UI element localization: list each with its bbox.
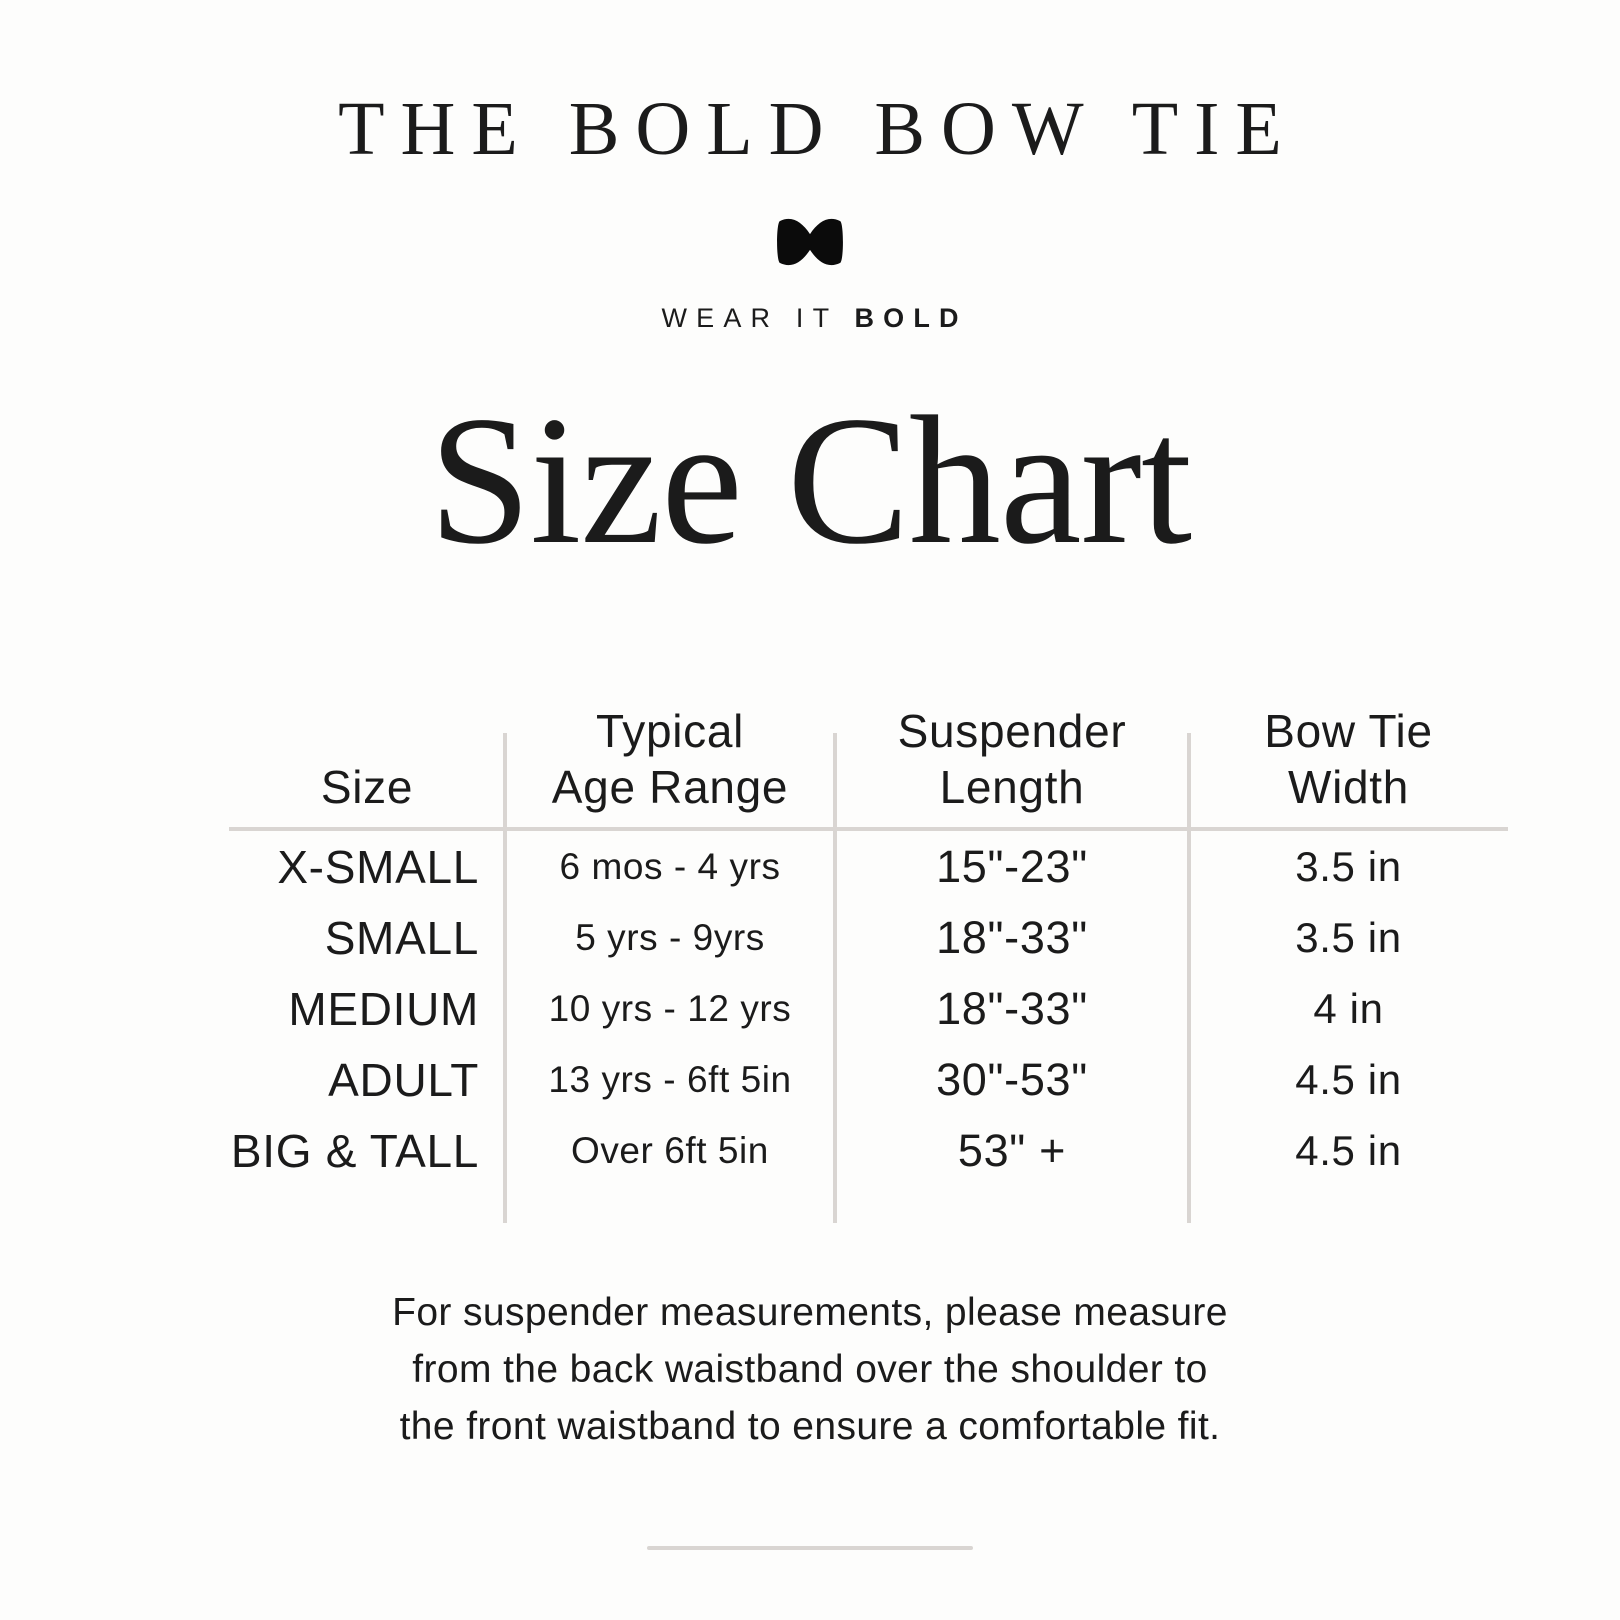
header-line: Length (939, 761, 1085, 813)
bow-tie-width-cell: 4 in (1313, 984, 1384, 1032)
bow-tie-width-cell: 4.5 in (1295, 1126, 1402, 1174)
age-range-cell: 6 mos - 4 yrs (559, 845, 781, 887)
header-line: Typical (596, 705, 744, 757)
header-line: Size (320, 761, 414, 813)
table-body (229, 831, 1508, 1186)
tagline-emphasis: BOLD (854, 303, 968, 333)
size-table (229, 645, 1508, 1223)
age-range-cell: 13 yrs - 6ft 5in (548, 1058, 792, 1100)
column-header-suspender-length (835, 645, 1189, 827)
size-cell: SMALL (324, 911, 479, 964)
column-header-size (229, 645, 505, 827)
size-cell: ADULT (328, 1053, 479, 1106)
suspender-length-cell: 30"-53" (936, 1053, 1088, 1105)
tagline-prefix: WEAR IT (661, 303, 855, 333)
size-cell: MEDIUM (288, 982, 479, 1035)
brand-tagline (0, 303, 1620, 334)
bow-tie-width-cell: 3.5 in (1295, 842, 1402, 890)
suspender-length-cell: 53" + (957, 1124, 1067, 1176)
header-line: Width (1287, 761, 1410, 813)
size-cell: X-SMALL (277, 840, 479, 893)
suspender-length-cell: 15"-23" (936, 840, 1088, 892)
measurement-note (0, 1284, 1620, 1455)
table-row-big-and-tall (229, 1115, 1508, 1186)
column-header-age-range (505, 645, 835, 827)
bow-tie-width-cell: 3.5 in (1295, 913, 1402, 961)
measurement-note-line: the front waistband to ensure a comfortable fit. (399, 1405, 1221, 1448)
age-range-cell: Over 6ft 5in (571, 1129, 769, 1171)
column-header-bow-tie-width (1189, 645, 1508, 827)
brand-name: THE BOLD BOW TIE (338, 87, 1298, 171)
table-row-medium (229, 973, 1508, 1044)
table-header-row (229, 645, 1508, 827)
bow-tie-width-cell: 4.5 in (1295, 1055, 1402, 1103)
age-range-cell: 10 yrs - 12 yrs (548, 987, 792, 1029)
table-row-small (229, 902, 1508, 973)
header-line: Suspender (897, 705, 1127, 757)
suspender-length-cell: 18"-33" (936, 982, 1088, 1034)
bottom-divider-line (647, 1546, 973, 1550)
measurement-note-line: from the back waistband over the shoulder to (412, 1348, 1208, 1391)
suspender-length-cell: 18"-33" (936, 911, 1088, 963)
page-title: Size Chart (428, 378, 1192, 582)
age-range-cell: 5 yrs - 9yrs (575, 916, 765, 958)
header-line: Bow Tie (1264, 705, 1433, 757)
header-line: Age Range (551, 761, 789, 813)
measurement-note-line: For suspender measurements, please measure (392, 1291, 1228, 1334)
table-row-adult (229, 1044, 1508, 1115)
table-row-x-small (229, 831, 1508, 902)
size-cell: BIG & TALL (230, 1124, 479, 1177)
bow-tie-icon (774, 216, 846, 268)
